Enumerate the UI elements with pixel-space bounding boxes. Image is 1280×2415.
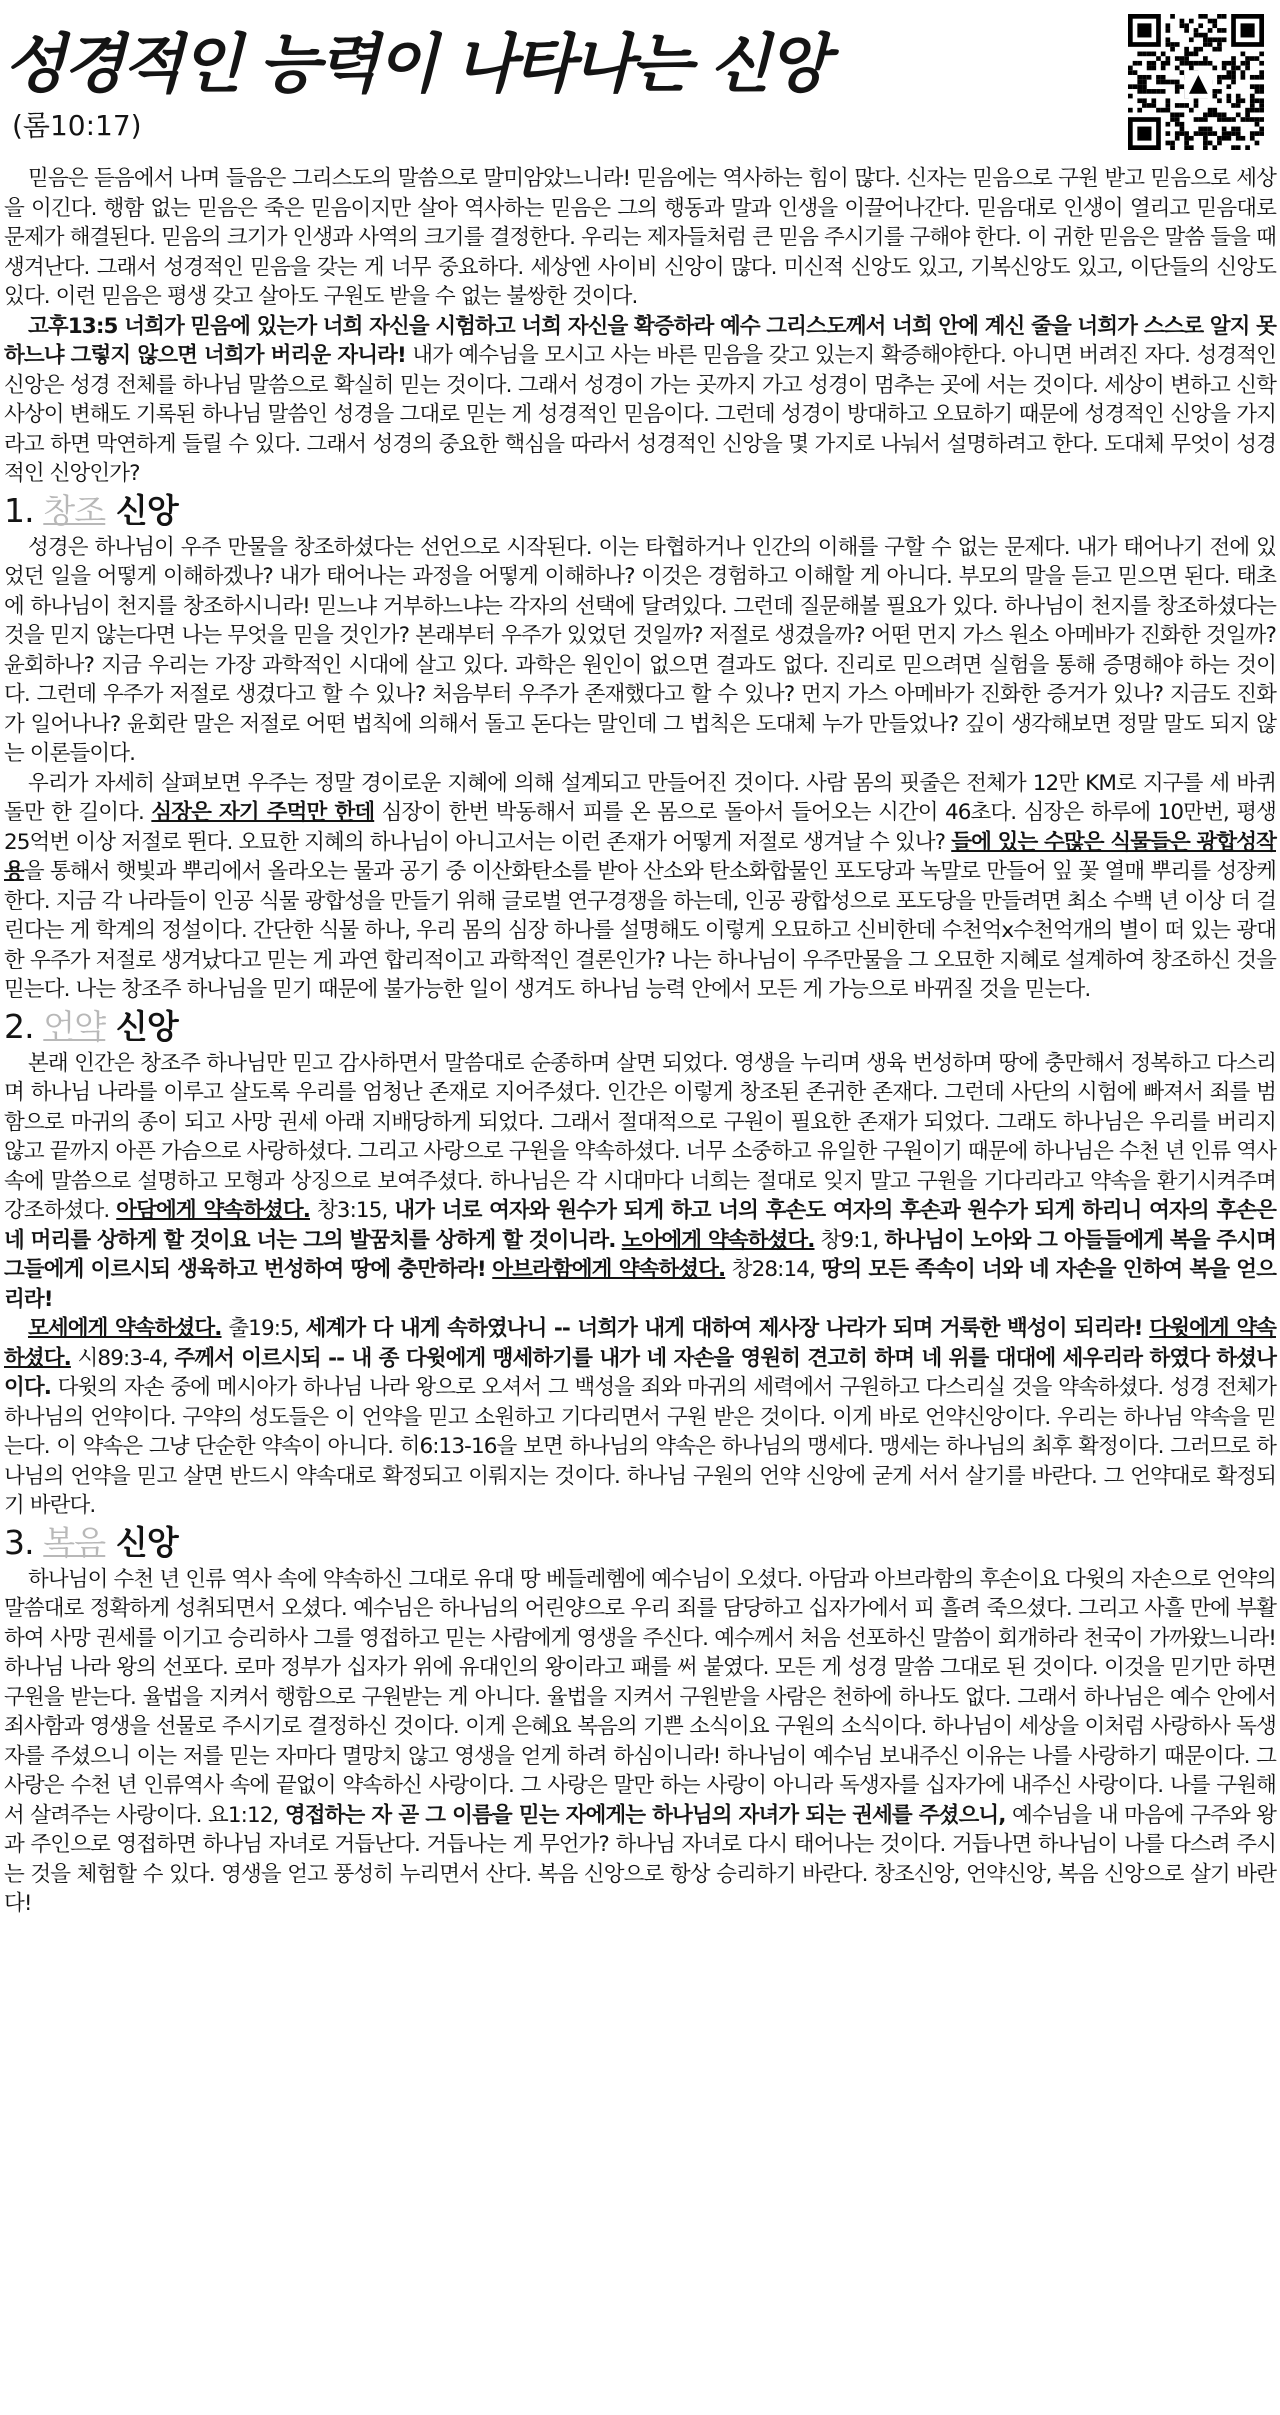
- text-run: 창28:14,: [725, 1257, 822, 1282]
- page-title: 성경적인 능력이 나타나는 신앙: [4, 27, 827, 102]
- underlined-emphasis: 노아에게 약속하셨다.: [621, 1227, 815, 1253]
- section-heading: [4, 1521, 1276, 1565]
- scripture-quote: 땅의 모든 족속이 너와 네 자손을 인하여 복을 얻으리라!: [4, 1257, 1277, 1312]
- paragraph: [4, 1049, 1276, 1315]
- article-body: [4, 164, 1276, 1919]
- section-number: 3.: [4, 1522, 44, 1562]
- scripture-quote: 내가 너로 여자와 원수가 되게 하고 너의 후손도 여자의 후손과 원수가 되게 하리니 여자의 후손은 네 머리를 상하게 할 것이요 너는 그의 발꿈치를 상하게 할 것이니라.: [4, 1198, 1276, 1253]
- text-run: 믿음은 듣음에서 나며 들음은 그리스도의 말씀으로 말미암았느니라! 믿음에는 역사하는 힘이 많다. 신자는 믿음으로 구원 받고 믿음으로 세상을 이긴다. 행함 없는 믿음은 죽은 믿음이지만 살아 역사하는 믿음은 그의 행동과 말과 인생을 이끌어나간다. 믿음대로 인생이 열리고 믿음대로 문제가 해결된다. 믿음의 크기가 인생과 사역의 크기를 결정한다. 우리는 제자들처럼 큰 믿음 주시기를 구해야 한다. 이 귀한 믿음은 말씀 들을 때 생겨난다. 그래서 성경적인 믿음을 갖는 게 너무 중요하다. 세상엔 사이비 신앙이 많다. 미신적 신앙도 있고, 기복신앙도 있고, 이단들의 신앙도 있다. 이런 믿음은 평생 갖고 살아도 구원도 받을 수 없는 불쌍한 것이다.: [4, 166, 1276, 309]
- text-run: 우리가 자세히 살펴보면 우주는 정말 경이로운 지혜에 의해 설계되고 만들어진 것이다. 사람 몸의 핏줄은 전체가 12만 KM로 지구를 세 바퀴 돌만 한 길이다.: [4, 770, 1276, 825]
- scripture-quote: 주께서 이르시되 -- 내 종 다윗에게 맹세하기를 내가 네 자손을 영원히 견고히 하며 네 위를 대대에 세우리라 하였다 하셨나이다.: [4, 1345, 1277, 1400]
- paragraph: [4, 769, 1276, 1005]
- text-run: 본래 인간은 창조주 하나님만 믿고 감사하면서 말씀대로 순종하며 살면 되었다. 영생을 누리며 생육 번성하며 땅에 충만해서 정복하고 다스리며 하나님 나라를 이루고 살도록 우리를 엄청난 존재로 지어주셨다. 인간은 이렇게 창조된 존귀한 존재다. 그런데 사단의 시험에 빠져서 죄를 범함으로 마귀의 종이 되고 사망 권세 아래 지배당하게 되었다. 그래서 절대적으로 구원이 필요한 존재가 되었다. 그래도 하나님은 우리를 버리지 않고 끝까지 아픈 가슴으로 사랑하셨다. 그리고 사랑으로 구원을 약속하셨다. 너무 소중하고 유일한 구원이기 때문에 하나님은 수천 년 인류 역사 속에 말씀으로 설명하고 모형과 상징으로 보여주셨다. 하나님은 각 시대마다 너희는 절대로 잊지 말고 구원을 기다리라고 약속을 환기시켜주며 강조하셨다.: [4, 1050, 1276, 1223]
- text-run: 하나님이 수천 년 인류 역사 속에 약속하신 그대로 유대 땅 베들레헴에 예수님이 오셨다. 아담과 아브라함의 후손이요 다윗의 자손으로 언약의 말씀대로 정확하게 성취되면서 오셨다. 예수님은 하나님의 어린양으로 우리 죄를 담당하고 십자가에서 피 흘려 죽으셨다. 그리고 사흘 만에 부활하여 사망 권세를 이기고 승리하사 그를 영접하고 믿는 사람에게 영생을 주신다. 예수께서 처음 선포하신 말씀이 회개하라 천국이 가까왔느니라! 하나님 나라 왕의 선포다. 로마 정부가 십자가 위에 유대인의 왕이라고 패를 써 붙였다. 모든 게 성경 말씀 그대로 된 것이다. 이것을 믿기만 하면 구원을 받는다. 율법을 지켜서 행함으로 구원받는 게 아니다. 율법을 지켜서 구원받을 사람은 천하에 하나도 없다. 그래서 하나님은 예수 안에서 죄사함과 영생을 선물로 주시기로 결정하신 것이다. 이게 은혜요 복음의 기쁜 소식이요 구원의 소식이다. 하나님이 세상을 이처럼 사랑하사 독생자를 주셨으니 이는 저를 믿는 자마다 멸망치 않고 영생을 얻게 하려 하심이니라! 하나님이 예수님 보내주신 이유는 나를 사랑하기 때문이다. 그 사랑은 수천 년 인류역사 속에 끝없이 약속하신 사랑이다. 그 사랑은 말만 하는 사랑이 아니라 독생자를 십자가에 내주신 사랑이다. 나를 구원해서 살려주는 사랑이다. 요1:12,: [4, 1566, 1276, 1828]
- scripture-quote: 세계가 다 내게 속하였나니 -- 너희가 내게 대하여 제사장 나라가 되며 거룩한 백성이 되리라!: [305, 1316, 1143, 1341]
- section-title-rest: 신앙: [105, 1006, 178, 1046]
- section-number: 2.: [4, 1006, 44, 1046]
- paragraph: [4, 1314, 1276, 1521]
- section-keyword: 창조: [43, 490, 106, 530]
- section-keyword: 언약: [43, 1006, 106, 1046]
- underlined-emphasis: 아담에게 약속하셨다.: [116, 1198, 310, 1223]
- underlined-emphasis: 심장은 자기 주먹만 한데: [151, 800, 375, 825]
- text-run: 다윗의 자손 중에 메시아가 하나님 나라 왕으로 오셔서 그 백성을 죄와 마귀의 세력에서 구원하고 다스리실 것을 약속하셨다. 성경 전체가 하나님의 언약이다. 구약의 성도들은 이 언약을 믿고 소원하고 기다리면서 구원 받은 것이다. 이게 바로 언약신앙이다. 우리는 하나님 약속을 믿는다. 이 약속은 그냥 단순한 약속이 아니다. 히6:13-16을 보면 하나님의 약속은 하나님의 맹세다. 맹세는 하나님의 최후 확정이다. 그러므로 하나님의 언약을 믿고 살면 반드시 약속대로 확정되고 이뤄지는 것이다. 하나님 구원의 언약 신앙에 굳게 서서 살기를 바란다. 그 언약대로 확정되기 바란다.: [4, 1375, 1276, 1518]
- section-title-rest: 신앙: [105, 1522, 178, 1562]
- text-run: 심장이 한번 박동해서 피를 온 몸으로 돌아서 들어오는 시간이 46초다. 심장은 하루에 10만번, 평생 25억번 이상 저절로 뛴다. 오묘한 지혜의 하나님이 아니고서는 이런 존재가 어떻게 저절로 생겨날 수 있나?: [4, 800, 1276, 855]
- section-keyword: 복음: [43, 1522, 106, 1562]
- text-run: 출19:5,: [221, 1316, 306, 1341]
- text-run: 창9:1,: [814, 1227, 885, 1253]
- text-run: 창3:15,: [309, 1198, 395, 1223]
- text-run: 예수님을 내 마음에 구주와 왕과 주인으로 영접하면 하나님 자녀로 거듭난다. 거듭나는 게 무언가? 하나님 자녀로 다시 태어나는 것이다. 거듭나면 하나님이 나를 다스려 주시는 것을 체험할 수 있다. 영생을 얻고 풍성히 누리면서 산다. 복음 신앙으로 항상 승리하기 바란다. 창조신앙, 언약신앙, 복음 신앙으로 살기 바란다!: [4, 1802, 1276, 1916]
- scripture-quote: 고후13:5 너희가 믿음에 있는가 너희 자신을 시험하고 너희 자신을 확증하라 예수 그리스도께서 너희 안에 계신 줄을 너희가 스스로 알지 못하느냐 그렇지 않으면 너희가 버리운 자니라!: [4, 313, 1276, 368]
- paragraph: [4, 1565, 1276, 1919]
- paragraph: [4, 533, 1276, 769]
- text-run: 을 통해서 햇빛과 뿌리에서 올라오는 물과 공기 중 이산화탄소를 받아 산소와 탄소화합물인 포도당과 녹말로 만들어 잎 꽃 열매 뿌리를 성장케 한다. 지금 각 나라들이 인공 식물 광합성을 만들기 위해 글로벌 연구경쟁을 하는데, 인공 광합성으로 포도당을 만들려면 최소 수백 년 이상 더 걸린다는 게 학계의 정설이다. 간단한 식물 하나, 우리 몸의 심장 하나를 설명해도 이렇게 오묘하고 신비한데 수천억x수천억개의 별이 떠 있는 광대한 우주가 저절로 생겨났다고 믿는 게 과연 합리적이고 과학적인 결론인가? 나는 하나님이 우주만물을 그 오묘한 지혜로 설계하여 창조하신 것을 믿는다. 나는 창조주 하나님을 믿기 때문에 불가능한 일이 생겨도 하나님 능력 안에서 모든 게 가능으로 바뀌질 것을 믿는다.: [4, 859, 1276, 1002]
- text-run: 내가 예수님을 모시고 사는 바른 믿음을 갖고 있는지 확증해야한다. 아니면 버려진 자다. 성경적인 신앙은 성경 전체를 하나님 말씀으로 확실히 믿는 것이다. 그래서 성경이 가는 곳까지 가고 성경이 멈추는 곳에 서는 것이다. 세상이 변하고 신학 사상이 변해도 기록된 하나님 말씀인 성경을 그대로 믿는 게 성경적인 믿음이다. 그런데 성경이 방대하고 오묘하기 때문에 성경적인 신앙을 가지라고 하면 막연하게 들릴 수 있다. 그래서 성경의 중요한 핵심을 따라서 성경적인 신앙을 몇 가지로 나눠서 설명하려고 한다. 도대체 무엇이 성경적인 신앙인가?: [4, 343, 1276, 486]
- underlined-emphasis: 모세에게 약속하셨다.: [28, 1316, 222, 1341]
- section-title-rest: 신앙: [105, 490, 178, 530]
- scripture-quote: 하나님이 노아와 그 아들들에게 복을 주시며 그들에게 이르시되 생육하고 번성하여 땅에 충만하라!: [4, 1227, 1277, 1282]
- section-heading: [4, 489, 1276, 533]
- section-heading: [4, 1005, 1276, 1049]
- scripture-quote: 영접하는 자 곧 그 이름을 믿는 자에게는 하나님의 자녀가 되는 권세를 주셨으니,: [284, 1802, 1006, 1828]
- text-run: 시89:3-4,: [70, 1345, 175, 1371]
- underlined-emphasis: 다윗에게 약속하셨다.: [4, 1316, 1276, 1371]
- qr-code-icon[interactable]: [1128, 14, 1264, 150]
- section-number: 1.: [4, 490, 44, 530]
- text-run: 성경은 하나님이 우주 만물을 창조하셨다는 선언으로 시작된다. 이는 타협하거나 인간의 이해를 구할 수 없는 문제다. 내가 태어나기 전에 있었던 일을 어떻게 이해하겠나? 내가 태어나는 과정을 어떻게 이해하나? 이것은 경험하고 이해할 게 아니다. 부모의 말을 듣고 믿으면 된다. 태초에 하나님이 천지를 창조하시니라! 믿느냐 거부하느냐는 각자의 선택에 달려있다. 그런데 질문해볼 필요가 있다. 하나님이 천지를 창조하셨다는 것을 믿지 않는다면 나는 무엇을 믿을 것인가? 본래부터 우주가 있었던 것일까? 저절로 생겼을까? 어떤 먼지 가스 원소 아메바가 진화한 것일까? 윤회하나? 지금 우리는 가장 과학적인 시대에 살고 있다. 과학은 원인이 없으면 결과도 없다. 진리로 믿으려면 실험을 통해 증명해야 하는 것이다. 그런데 우주가 저절로 생겼다고 할 수 있나? 처음부터 우주가 존재했다고 할 수 있나? 먼지 가스 아메바가 진화한 증거가 있나? 지금도 진화가 일어나나? 윤회란 말은 저절로 어떤 법칙에 의해서 돌고 돈다는 말인데 그 법칙은 도대체 누가 만들었나? 깊이 생각해보면 정말 말도 되지 않는 이론들이다.: [4, 534, 1276, 766]
- underlined-emphasis: 들에 있는 수많은 식물들은 광합성작용: [4, 829, 1276, 884]
- paragraph: [4, 164, 1276, 312]
- paragraph: [4, 312, 1276, 489]
- scripture-reference: (롬10:17): [12, 109, 142, 142]
- underlined-emphasis: 아브라함에게 약속하셨다.: [492, 1257, 726, 1282]
